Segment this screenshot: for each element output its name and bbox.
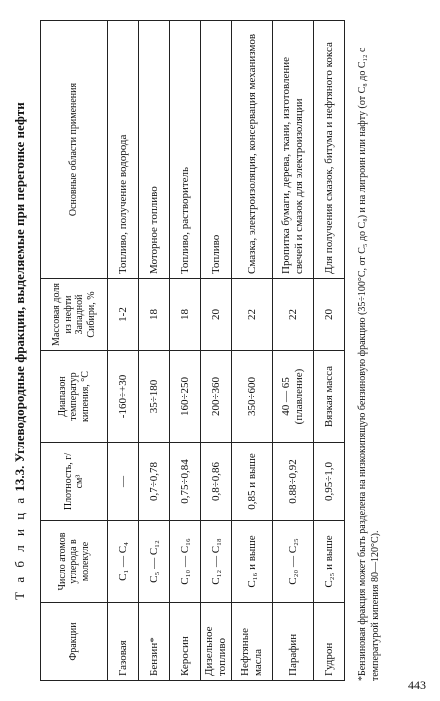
header-density: Плотность, г/см³ (41, 443, 108, 521)
cell-share: 20 (201, 279, 232, 351)
cell-carbon: C₁₂ — C₁₈ (201, 521, 232, 603)
table-row (232, 21, 273, 681)
page-number: 443 (408, 678, 426, 692)
cell-boiling: 35÷180 (139, 351, 170, 443)
cell-use: Моторное топливо (139, 21, 170, 279)
caption-number: 13.3. (12, 465, 27, 492)
cell-fraction: Дизельное топливо (201, 603, 232, 681)
table-row (108, 21, 139, 681)
table-row (139, 21, 170, 681)
table-row (170, 21, 201, 681)
cell-fraction: Нефтяные масла (232, 603, 273, 681)
fractions-table (40, 20, 345, 681)
cell-density: 0,95÷1,0 (314, 443, 345, 521)
cell-share: 22 (273, 279, 314, 351)
cell-share: 18 (139, 279, 170, 351)
cell-fraction: Керосин (170, 603, 201, 681)
cell-use: Топливо, растворитель (170, 21, 201, 279)
table-header-row (41, 21, 108, 681)
cell-carbon: C₂₀ — C₂₅ (273, 521, 314, 603)
cell-boiling: 350÷600 (232, 351, 273, 443)
cell-use: Пропитка бумаги, дерева, ткани, изготовление свечей и смазок для электроизоляции (273, 21, 314, 279)
table-row (201, 21, 232, 681)
cell-boiling: 40 — 65 (плавление) (273, 351, 314, 443)
cell-use: Топливо (201, 21, 232, 279)
cell-share: 18 (170, 279, 201, 351)
cell-density: 0.88÷0,92 (273, 443, 314, 521)
cell-density: 0,75÷0,84 (170, 443, 201, 521)
cell-density: 0,8÷0,86 (201, 443, 232, 521)
cell-density: 0,7÷0,78 (139, 443, 170, 521)
cell-share: 20 (314, 279, 345, 351)
cell-carbon: C₁₀ — C₁₆ (170, 521, 201, 603)
header-fraction: Фракции (41, 603, 108, 681)
cell-share: 1-2 (108, 279, 139, 351)
header-share: Массовая доля из нефти Западной Сибири, % (41, 279, 108, 351)
cell-use: Для получения смазок, битума и нефтяного кокса (314, 21, 345, 279)
header-carbon: Число атомов углерода в молекуле (41, 521, 108, 603)
cell-boiling: Вязкая масса (314, 351, 345, 443)
cell-fraction: Газовая (108, 603, 139, 681)
cell-carbon: C₁ — C₄ (108, 521, 139, 603)
cell-use: Смазка, электроизоляция, консервация механизмов (232, 21, 273, 279)
header-boiling: Диапазон температур кипения, °С (41, 351, 108, 443)
cell-share: 22 (232, 279, 273, 351)
cell-carbon: C₂₅ и выше (314, 521, 345, 603)
cell-boiling: 160÷250 (170, 351, 201, 443)
cell-carbon: C₁₆ и выше (232, 521, 273, 603)
header-use: Основные области применения (41, 21, 108, 279)
cell-density: 0,85 и выше (232, 443, 273, 521)
caption-prefix: Т а б л и ц а (12, 494, 27, 600)
cell-fraction: Гудрон (314, 603, 345, 681)
caption-title: Углеводородные фракции, выделяемые при перегонке нефти (12, 102, 27, 463)
table-row (273, 21, 314, 681)
table-row (314, 21, 345, 681)
cell-boiling: -160÷+30 (108, 351, 139, 443)
cell-density: — (108, 443, 139, 521)
cell-boiling: 200÷360 (201, 351, 232, 443)
cell-fraction: Парафин (273, 603, 314, 681)
cell-carbon: C₅ — C₁₂ (139, 521, 170, 603)
table-caption (12, 21, 28, 681)
footnote: *Бензиновая фракция может быть разделена на низкокипящую бензиновую фракцию (35÷100°С, от C₅ до C₈) и на лигроин или нафту (от C₈ до C₁₂ с температурой кипения 80—120°С). (357, 47, 381, 681)
cell-use: Топливо, получение водорода (108, 21, 139, 279)
cell-fraction: Бензин* (139, 603, 170, 681)
